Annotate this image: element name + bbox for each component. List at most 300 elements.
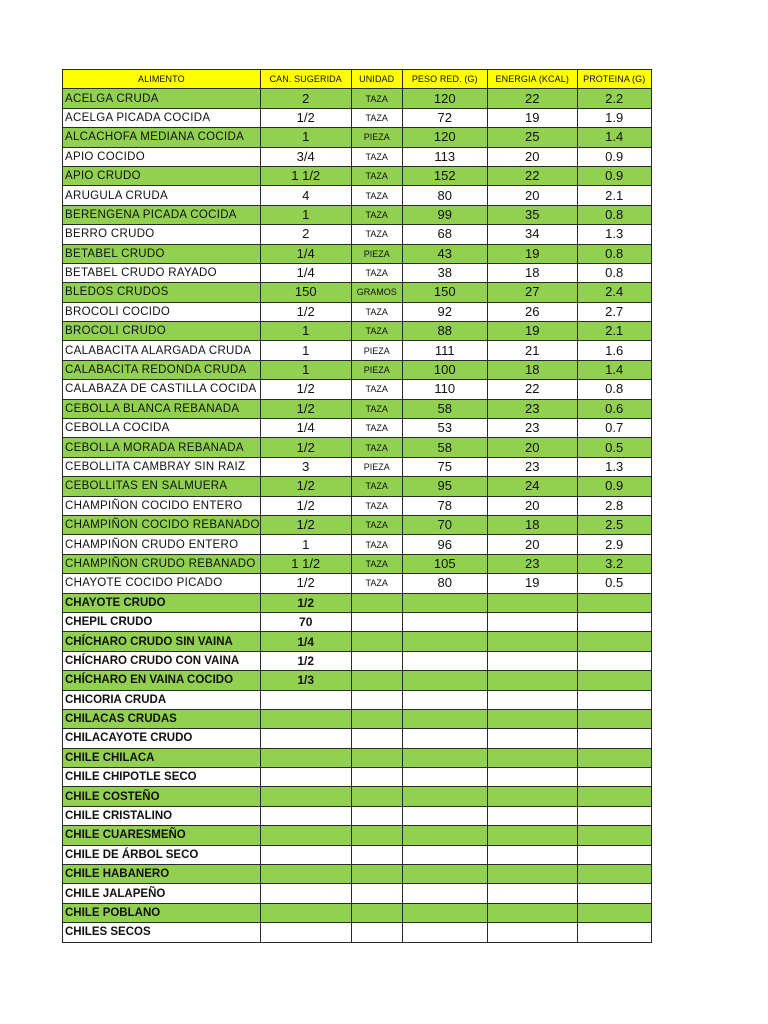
- food-name-cell[interactable]: ALCACHOFA MEDIANA COCIDA: [63, 128, 261, 147]
- unit-cell[interactable]: TAZA: [351, 302, 402, 321]
- weight-cell[interactable]: [402, 632, 487, 651]
- food-name-cell[interactable]: CHILE POBLANO: [63, 903, 261, 922]
- food-name-cell[interactable]: CHILACAYOTE CRUDO: [63, 729, 261, 748]
- suggested-qty-cell[interactable]: 1: [260, 341, 351, 360]
- weight-cell[interactable]: 43: [402, 244, 487, 263]
- food-name-cell[interactable]: BERENGENA PICADA COCIDA: [63, 205, 261, 224]
- weight-cell[interactable]: [402, 865, 487, 884]
- suggested-qty-cell[interactable]: [260, 923, 351, 942]
- protein-cell[interactable]: [577, 651, 651, 670]
- food-name-cell[interactable]: CHILE COSTEÑO: [63, 787, 261, 806]
- energy-cell[interactable]: 20: [487, 147, 577, 166]
- suggested-qty-cell[interactable]: [260, 806, 351, 825]
- unit-cell[interactable]: [351, 826, 402, 845]
- energy-cell[interactable]: [487, 865, 577, 884]
- protein-cell[interactable]: 1.9: [577, 108, 651, 127]
- food-name-cell[interactable]: CHILE CUARESMEÑO: [63, 826, 261, 845]
- protein-cell[interactable]: 1.4: [577, 360, 651, 379]
- energy-cell[interactable]: [487, 903, 577, 922]
- suggested-qty-cell[interactable]: [260, 884, 351, 903]
- weight-cell[interactable]: [402, 787, 487, 806]
- food-name-cell[interactable]: APIO COCIDO: [63, 147, 261, 166]
- food-name-cell[interactable]: CHAMPIÑON CRUDO ENTERO: [63, 535, 261, 554]
- unit-cell[interactable]: [351, 593, 402, 612]
- weight-cell[interactable]: 99: [402, 205, 487, 224]
- protein-cell[interactable]: [577, 748, 651, 767]
- suggested-qty-cell[interactable]: 1 1/2: [260, 554, 351, 573]
- protein-cell[interactable]: 0.5: [577, 438, 651, 457]
- protein-cell[interactable]: [577, 671, 651, 690]
- table-row: [63, 554, 652, 573]
- weight-cell[interactable]: [402, 651, 487, 670]
- unit-cell[interactable]: PIEZA: [351, 128, 402, 147]
- unit-cell[interactable]: [351, 709, 402, 728]
- food-name-cell[interactable]: APIO CRUDO: [63, 166, 261, 185]
- weight-cell[interactable]: 78: [402, 496, 487, 515]
- weight-cell[interactable]: 95: [402, 477, 487, 496]
- energy-cell[interactable]: 26: [487, 302, 577, 321]
- protein-cell[interactable]: 2.5: [577, 515, 651, 534]
- protein-cell[interactable]: 0.7: [577, 419, 651, 438]
- weight-cell[interactable]: [402, 593, 487, 612]
- unit-cell[interactable]: TAZA: [351, 574, 402, 593]
- suggested-qty-cell[interactable]: [260, 845, 351, 864]
- protein-cell[interactable]: [577, 593, 651, 612]
- protein-cell[interactable]: 2.1: [577, 322, 651, 341]
- header-row: [63, 70, 652, 89]
- food-name-cell[interactable]: CALABAZA DE CASTILLA COCIDA: [63, 380, 261, 399]
- unit-cell[interactable]: TAZA: [351, 554, 402, 573]
- protein-cell[interactable]: [577, 826, 651, 845]
- header-proteina[interactable]: PROTEINA (G): [577, 70, 651, 89]
- protein-cell[interactable]: 2.9: [577, 535, 651, 554]
- unit-cell[interactable]: [351, 632, 402, 651]
- weight-cell[interactable]: 96: [402, 535, 487, 554]
- suggested-qty-cell[interactable]: 1: [260, 205, 351, 224]
- suggested-qty-cell[interactable]: [260, 690, 351, 709]
- weight-cell[interactable]: [402, 690, 487, 709]
- energy-cell[interactable]: 21: [487, 341, 577, 360]
- header-peso-red[interactable]: PESO RED. (G): [402, 70, 487, 89]
- protein-cell[interactable]: 0.8: [577, 205, 651, 224]
- food-name-cell[interactable]: CHILE CHILACA: [63, 748, 261, 767]
- food-name-cell[interactable]: CEBOLLA BLANCA REBANADA: [63, 399, 261, 418]
- weight-cell[interactable]: 150: [402, 283, 487, 302]
- energy-cell[interactable]: 23: [487, 457, 577, 476]
- energy-cell[interactable]: [487, 593, 577, 612]
- protein-cell[interactable]: 1.4: [577, 128, 651, 147]
- protein-cell[interactable]: 0.8: [577, 263, 651, 282]
- energy-cell[interactable]: 20: [487, 186, 577, 205]
- energy-cell[interactable]: [487, 923, 577, 942]
- protein-cell[interactable]: 2.7: [577, 302, 651, 321]
- food-name-cell[interactable]: CHEPIL CRUDO: [63, 612, 261, 631]
- weight-cell[interactable]: 152: [402, 166, 487, 185]
- table-row: [63, 380, 652, 399]
- suggested-qty-cell[interactable]: 1 1/2: [260, 166, 351, 185]
- unit-cell[interactable]: TAZA: [351, 399, 402, 418]
- unit-cell[interactable]: [351, 865, 402, 884]
- table-row: [63, 806, 652, 825]
- protein-cell[interactable]: [577, 709, 651, 728]
- suggested-qty-cell[interactable]: 1/2: [260, 108, 351, 127]
- unit-cell[interactable]: TAZA: [351, 225, 402, 244]
- suggested-qty-cell[interactable]: 1: [260, 535, 351, 554]
- energy-cell[interactable]: 23: [487, 399, 577, 418]
- weight-cell[interactable]: [402, 612, 487, 631]
- weight-cell[interactable]: 120: [402, 89, 487, 108]
- header-cantidad-sugerida[interactable]: CAN. SUGERIDA: [260, 70, 351, 89]
- protein-cell[interactable]: [577, 632, 651, 651]
- table-row: [63, 457, 652, 476]
- food-name-cell[interactable]: CHILE CRISTALINO: [63, 806, 261, 825]
- food-name-cell[interactable]: BETABEL CRUDO RAYADO: [63, 263, 261, 282]
- energy-cell[interactable]: [487, 768, 577, 787]
- food-name-cell[interactable]: BROCOLI COCIDO: [63, 302, 261, 321]
- weight-cell[interactable]: 111: [402, 341, 487, 360]
- unit-cell[interactable]: TAZA: [351, 89, 402, 108]
- table-row: [63, 903, 652, 922]
- energy-cell[interactable]: 18: [487, 263, 577, 282]
- protein-cell[interactable]: 1.3: [577, 225, 651, 244]
- suggested-qty-cell[interactable]: 1/2: [260, 515, 351, 534]
- suggested-qty-cell[interactable]: 2: [260, 89, 351, 108]
- suggested-qty-cell[interactable]: 2: [260, 225, 351, 244]
- energy-cell[interactable]: [487, 632, 577, 651]
- table-row: [63, 283, 652, 302]
- protein-cell[interactable]: 2.4: [577, 283, 651, 302]
- suggested-qty-cell[interactable]: 1/4: [260, 263, 351, 282]
- protein-cell[interactable]: [577, 923, 651, 942]
- header-energia[interactable]: ENERGIA (KCAL): [487, 70, 577, 89]
- suggested-qty-cell[interactable]: 1/3: [260, 671, 351, 690]
- suggested-qty-cell[interactable]: 1: [260, 322, 351, 341]
- unit-cell[interactable]: [351, 903, 402, 922]
- unit-cell[interactable]: TAZA: [351, 515, 402, 534]
- weight-cell[interactable]: [402, 845, 487, 864]
- unit-cell[interactable]: TAZA: [351, 477, 402, 496]
- protein-cell[interactable]: [577, 865, 651, 884]
- energy-cell[interactable]: 25: [487, 128, 577, 147]
- energy-cell[interactable]: [487, 709, 577, 728]
- energy-cell[interactable]: 34: [487, 225, 577, 244]
- food-name-cell[interactable]: CHAYOTE CRUDO: [63, 593, 261, 612]
- energy-cell[interactable]: 22: [487, 89, 577, 108]
- food-name-cell[interactable]: CEBOLLITA CAMBRAY SIN RAIZ: [63, 457, 261, 476]
- weight-cell[interactable]: 75: [402, 457, 487, 476]
- protein-cell[interactable]: 0.6: [577, 399, 651, 418]
- energy-cell[interactable]: [487, 748, 577, 767]
- weight-cell[interactable]: 80: [402, 574, 487, 593]
- food-name-cell[interactable]: CHÍCHARO CRUDO CON VAINA: [63, 651, 261, 670]
- energy-cell[interactable]: [487, 826, 577, 845]
- food-name-cell[interactable]: BERRO CRUDO: [63, 225, 261, 244]
- food-name-cell[interactable]: CALABACITA ALARGADA CRUDA: [63, 341, 261, 360]
- unit-cell[interactable]: GRAMOS: [351, 283, 402, 302]
- suggested-qty-cell[interactable]: 1/2: [260, 302, 351, 321]
- suggested-qty-cell[interactable]: 70: [260, 612, 351, 631]
- energy-cell[interactable]: [487, 729, 577, 748]
- table-row: [63, 302, 652, 321]
- unit-cell[interactable]: [351, 806, 402, 825]
- food-name-cell[interactable]: CEBOLLITAS EN SALMUERA: [63, 477, 261, 496]
- weight-cell[interactable]: [402, 671, 487, 690]
- unit-cell[interactable]: [351, 651, 402, 670]
- suggested-qty-cell[interactable]: [260, 865, 351, 884]
- table-row: [63, 709, 652, 728]
- food-table: [62, 69, 652, 943]
- protein-cell[interactable]: [577, 612, 651, 631]
- unit-cell[interactable]: [351, 748, 402, 767]
- food-name-cell[interactable]: CALABACITA REDONDA CRUDA: [63, 360, 261, 379]
- protein-cell[interactable]: 2.1: [577, 186, 651, 205]
- suggested-qty-cell[interactable]: [260, 748, 351, 767]
- header-unidad[interactable]: UNIDAD: [351, 70, 402, 89]
- unit-cell[interactable]: TAZA: [351, 496, 402, 515]
- unit-cell[interactable]: TAZA: [351, 438, 402, 457]
- weight-cell[interactable]: [402, 923, 487, 942]
- food-name-cell[interactable]: CHAMPIÑON COCIDO REBANADO: [63, 515, 261, 534]
- food-name-cell[interactable]: CHILACAS CRUDAS: [63, 709, 261, 728]
- food-name-cell[interactable]: CEBOLLA MORADA REBANADA: [63, 438, 261, 457]
- protein-cell[interactable]: 0.9: [577, 166, 651, 185]
- unit-cell[interactable]: [351, 768, 402, 787]
- suggested-qty-cell[interactable]: 1/4: [260, 244, 351, 263]
- table-row: [63, 535, 652, 554]
- suggested-qty-cell[interactable]: 4: [260, 186, 351, 205]
- protein-cell[interactable]: 0.5: [577, 574, 651, 593]
- unit-cell[interactable]: TAZA: [351, 419, 402, 438]
- food-name-cell[interactable]: BETABEL CRUDO: [63, 244, 261, 263]
- weight-cell[interactable]: 113: [402, 147, 487, 166]
- unit-cell[interactable]: TAZA: [351, 263, 402, 282]
- food-name-cell[interactable]: CHAMPIÑON COCIDO ENTERO: [63, 496, 261, 515]
- protein-cell[interactable]: [577, 884, 651, 903]
- unit-cell[interactable]: [351, 884, 402, 903]
- suggested-qty-cell[interactable]: [260, 709, 351, 728]
- weight-cell[interactable]: 38: [402, 263, 487, 282]
- suggested-qty-cell[interactable]: 1/2: [260, 496, 351, 515]
- table-row: [63, 147, 652, 166]
- food-name-cell[interactable]: CHÍCHARO EN VAINA COCIDO: [63, 671, 261, 690]
- protein-cell[interactable]: 0.9: [577, 147, 651, 166]
- protein-cell[interactable]: 0.8: [577, 244, 651, 263]
- suggested-qty-cell[interactable]: 1/2: [260, 574, 351, 593]
- weight-cell[interactable]: [402, 806, 487, 825]
- table-row: [63, 419, 652, 438]
- energy-cell[interactable]: 22: [487, 380, 577, 399]
- protein-cell[interactable]: [577, 903, 651, 922]
- table-row: [63, 128, 652, 147]
- suggested-qty-cell[interactable]: [260, 903, 351, 922]
- weight-cell[interactable]: 120: [402, 128, 487, 147]
- protein-cell[interactable]: 0.8: [577, 380, 651, 399]
- food-name-cell[interactable]: ARUGULA CRUDA: [63, 186, 261, 205]
- unit-cell[interactable]: [351, 923, 402, 942]
- weight-cell[interactable]: [402, 709, 487, 728]
- unit-cell[interactable]: PIEZA: [351, 341, 402, 360]
- protein-cell[interactable]: 3.2: [577, 554, 651, 573]
- energy-cell[interactable]: 35: [487, 205, 577, 224]
- suggested-qty-cell[interactable]: 3: [260, 457, 351, 476]
- energy-cell[interactable]: 20: [487, 438, 577, 457]
- unit-cell[interactable]: TAZA: [351, 535, 402, 554]
- protein-cell[interactable]: [577, 768, 651, 787]
- food-name-cell[interactable]: BROCOLI CRUDO: [63, 322, 261, 341]
- weight-cell[interactable]: [402, 768, 487, 787]
- unit-cell[interactable]: PIEZA: [351, 244, 402, 263]
- suggested-qty-cell[interactable]: [260, 768, 351, 787]
- unit-cell[interactable]: [351, 845, 402, 864]
- table-row: [63, 186, 652, 205]
- protein-cell[interactable]: [577, 845, 651, 864]
- food-name-cell[interactable]: CEBOLLA COCIDA: [63, 419, 261, 438]
- energy-cell[interactable]: [487, 845, 577, 864]
- unit-cell[interactable]: PIEZA: [351, 457, 402, 476]
- table-row: [63, 399, 652, 418]
- unit-cell[interactable]: [351, 671, 402, 690]
- unit-cell[interactable]: [351, 729, 402, 748]
- table-row: [63, 108, 652, 127]
- weight-cell[interactable]: 68: [402, 225, 487, 244]
- energy-cell[interactable]: [487, 787, 577, 806]
- protein-cell[interactable]: 2.2: [577, 89, 651, 108]
- energy-cell[interactable]: [487, 612, 577, 631]
- table-row: [63, 787, 652, 806]
- energy-cell[interactable]: [487, 884, 577, 903]
- energy-cell[interactable]: 18: [487, 360, 577, 379]
- food-name-cell[interactable]: CHAMPIÑON CRUDO REBANADO: [63, 554, 261, 573]
- unit-cell[interactable]: TAZA: [351, 147, 402, 166]
- unit-cell[interactable]: [351, 787, 402, 806]
- suggested-qty-cell[interactable]: 1/4: [260, 419, 351, 438]
- energy-cell[interactable]: 18: [487, 515, 577, 534]
- energy-cell[interactable]: [487, 806, 577, 825]
- food-name-cell[interactable]: CHICORIA CRUDA: [63, 690, 261, 709]
- weight-cell[interactable]: [402, 729, 487, 748]
- protein-cell[interactable]: [577, 806, 651, 825]
- suggested-qty-cell[interactable]: 1/2: [260, 380, 351, 399]
- unit-cell[interactable]: [351, 690, 402, 709]
- weight-cell[interactable]: [402, 903, 487, 922]
- energy-cell[interactable]: [487, 651, 577, 670]
- weight-cell[interactable]: 53: [402, 419, 487, 438]
- weight-cell[interactable]: [402, 884, 487, 903]
- unit-cell[interactable]: TAZA: [351, 108, 402, 127]
- energy-cell[interactable]: 20: [487, 496, 577, 515]
- food-name-cell[interactable]: ACELGA CRUDA: [63, 89, 261, 108]
- unit-cell[interactable]: TAZA: [351, 322, 402, 341]
- unit-cell[interactable]: [351, 612, 402, 631]
- table-row: [63, 166, 652, 185]
- food-name-cell[interactable]: CHILES SECOS: [63, 923, 261, 942]
- energy-cell[interactable]: 23: [487, 554, 577, 573]
- table-row: [63, 593, 652, 612]
- table-row: [63, 884, 652, 903]
- suggested-qty-cell[interactable]: [260, 729, 351, 748]
- suggested-qty-cell[interactable]: 1/2: [260, 593, 351, 612]
- suggested-qty-cell[interactable]: 1: [260, 360, 351, 379]
- food-name-cell[interactable]: ACELGA PICADA COCIDA: [63, 108, 261, 127]
- energy-cell[interactable]: 19: [487, 322, 577, 341]
- suggested-qty-cell[interactable]: [260, 787, 351, 806]
- weight-cell[interactable]: 72: [402, 108, 487, 127]
- weight-cell[interactable]: 80: [402, 186, 487, 205]
- table-row: [63, 574, 652, 593]
- table-row: [63, 205, 652, 224]
- protein-cell[interactable]: 1.3: [577, 457, 651, 476]
- weight-cell[interactable]: 70: [402, 515, 487, 534]
- table-row: [63, 515, 652, 534]
- table-row: [63, 826, 652, 845]
- food-name-cell[interactable]: CHILE HABANERO: [63, 865, 261, 884]
- table-row: [63, 923, 652, 942]
- food-name-cell[interactable]: CHÍCHARO CRUDO SIN VAINA: [63, 632, 261, 651]
- suggested-qty-cell[interactable]: 1/2: [260, 399, 351, 418]
- energy-cell[interactable]: 27: [487, 283, 577, 302]
- weight-cell[interactable]: [402, 826, 487, 845]
- food-name-cell[interactable]: CHILE JALAPEÑO: [63, 884, 261, 903]
- weight-cell[interactable]: 110: [402, 380, 487, 399]
- energy-cell[interactable]: 23: [487, 419, 577, 438]
- suggested-qty-cell[interactable]: [260, 826, 351, 845]
- weight-cell[interactable]: 100: [402, 360, 487, 379]
- unit-cell[interactable]: PIEZA: [351, 360, 402, 379]
- energy-cell[interactable]: 19: [487, 108, 577, 127]
- food-name-cell[interactable]: CHAYOTE COCIDO PICADO: [63, 574, 261, 593]
- unit-cell[interactable]: TAZA: [351, 380, 402, 399]
- energy-cell[interactable]: [487, 690, 577, 709]
- weight-cell[interactable]: 58: [402, 438, 487, 457]
- suggested-qty-cell[interactable]: 1/4: [260, 632, 351, 651]
- table-row: [63, 89, 652, 108]
- weight-cell[interactable]: [402, 748, 487, 767]
- protein-cell[interactable]: [577, 729, 651, 748]
- food-name-cell[interactable]: CHILE CHIPOTLE SECO: [63, 768, 261, 787]
- weight-cell[interactable]: 92: [402, 302, 487, 321]
- suggested-qty-cell[interactable]: 3/4: [260, 147, 351, 166]
- energy-cell[interactable]: [487, 671, 577, 690]
- protein-cell[interactable]: 0.9: [577, 477, 651, 496]
- header-alimento[interactable]: ALIMENTO: [63, 70, 261, 89]
- food-name-cell[interactable]: CHILE DE ÁRBOL SECO: [63, 845, 261, 864]
- protein-cell[interactable]: 1.6: [577, 341, 651, 360]
- unit-cell[interactable]: TAZA: [351, 205, 402, 224]
- weight-cell[interactable]: 88: [402, 322, 487, 341]
- unit-cell[interactable]: TAZA: [351, 166, 402, 185]
- table-row: [63, 496, 652, 515]
- suggested-qty-cell[interactable]: 150: [260, 283, 351, 302]
- unit-cell[interactable]: TAZA: [351, 186, 402, 205]
- protein-cell[interactable]: 2.8: [577, 496, 651, 515]
- suggested-qty-cell[interactable]: 1/2: [260, 438, 351, 457]
- energy-cell[interactable]: 19: [487, 244, 577, 263]
- weight-cell[interactable]: 58: [402, 399, 487, 418]
- weight-cell[interactable]: 105: [402, 554, 487, 573]
- suggested-qty-cell[interactable]: 1: [260, 128, 351, 147]
- energy-cell[interactable]: 22: [487, 166, 577, 185]
- protein-cell[interactable]: [577, 787, 651, 806]
- suggested-qty-cell[interactable]: 1/2: [260, 477, 351, 496]
- energy-cell[interactable]: 20: [487, 535, 577, 554]
- food-name-cell[interactable]: BLEDOS CRUDOS: [63, 283, 261, 302]
- table-row: [63, 244, 652, 263]
- table-row: [63, 845, 652, 864]
- protein-cell[interactable]: [577, 690, 651, 709]
- suggested-qty-cell[interactable]: 1/2: [260, 651, 351, 670]
- energy-cell[interactable]: 24: [487, 477, 577, 496]
- energy-cell[interactable]: 19: [487, 574, 577, 593]
